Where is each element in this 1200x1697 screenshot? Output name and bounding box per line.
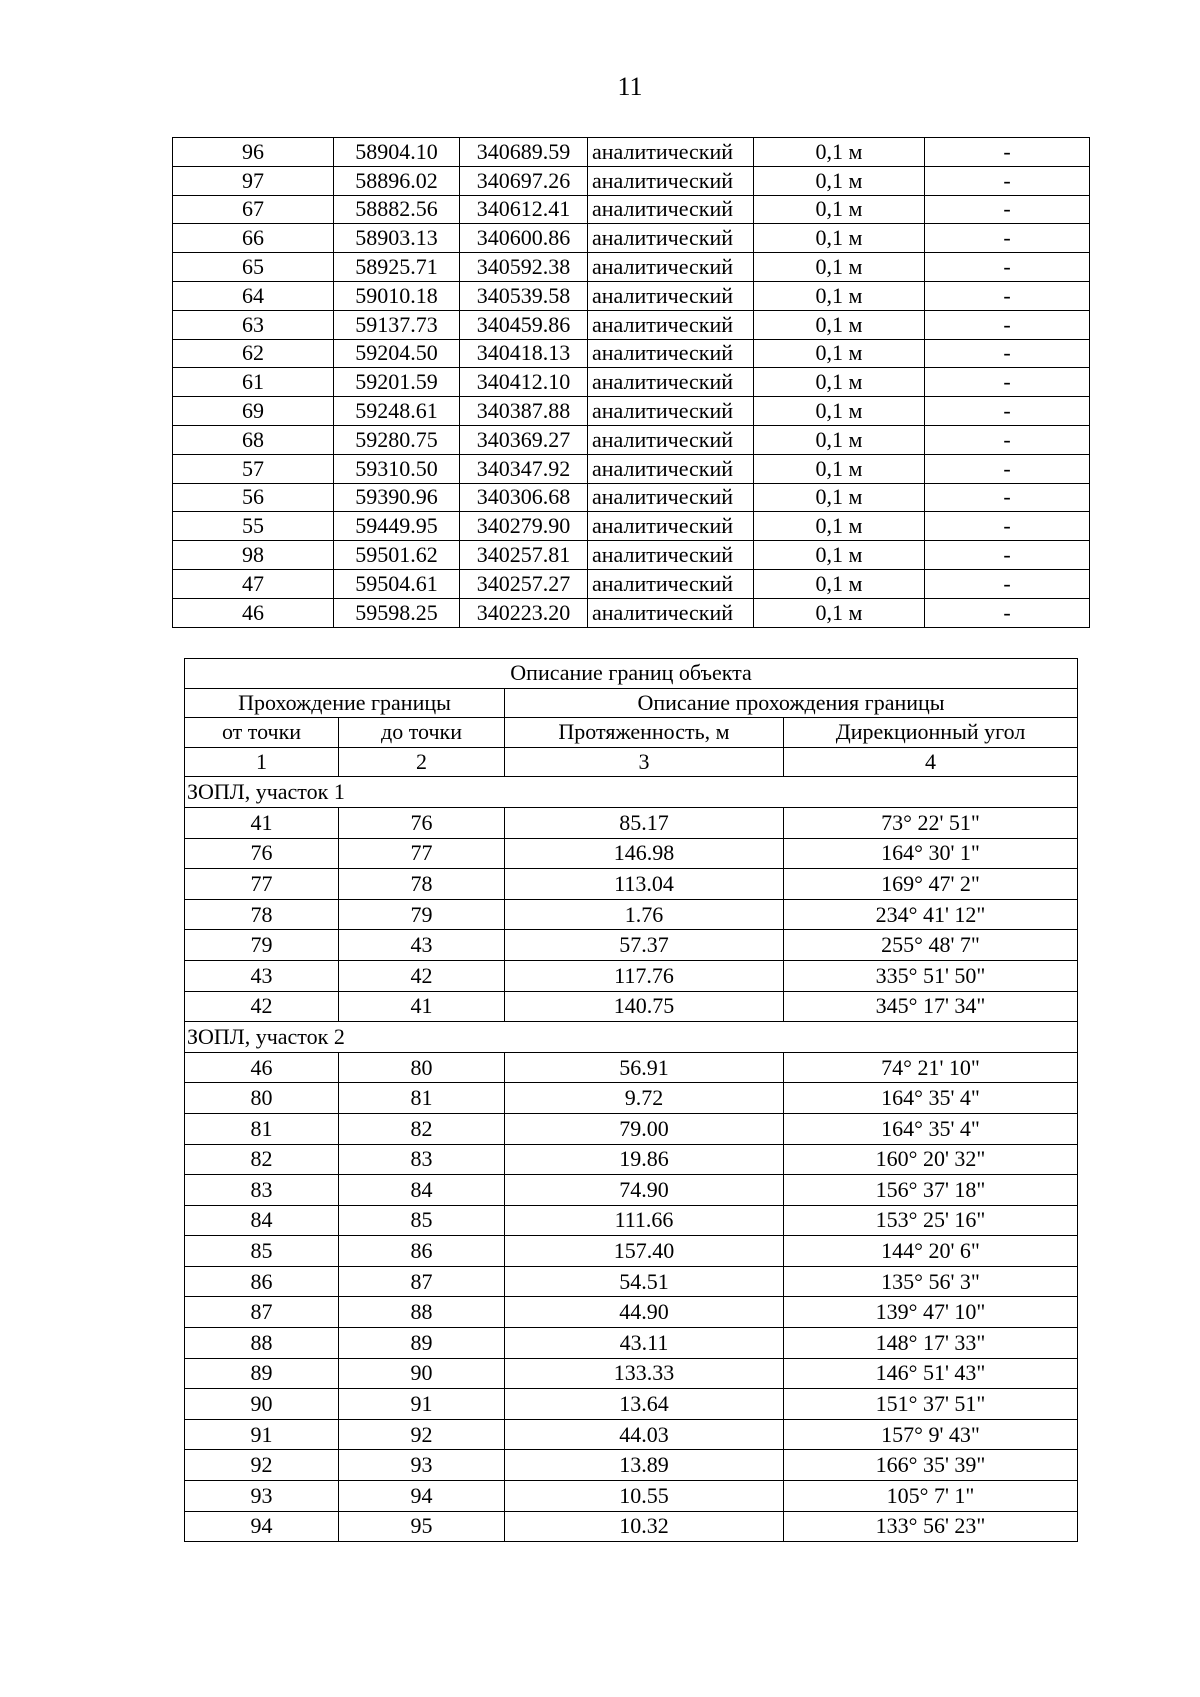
length-cell: 133.33	[505, 1358, 784, 1389]
accuracy-cell: 0,1 м	[754, 166, 925, 195]
accuracy-cell: 0,1 м	[754, 339, 925, 368]
to-point-cell: 85	[339, 1205, 505, 1236]
y-coordinate-cell: 340689.59	[460, 138, 588, 167]
bearing-cell: 157° 9' 43"	[784, 1419, 1078, 1450]
from-point-cell: 80	[185, 1083, 339, 1114]
y-coordinate-cell: 340347.92	[460, 454, 588, 483]
column-header-from: от точки	[185, 718, 339, 748]
x-coordinate-cell: 59449.95	[334, 512, 460, 541]
bearing-cell: 73° 22' 51"	[784, 807, 1078, 838]
table-row	[173, 368, 1090, 397]
length-cell: 140.75	[505, 991, 784, 1022]
note-cell: -	[925, 310, 1090, 339]
x-coordinate-cell: 58903.13	[334, 224, 460, 253]
column-header-angle: Дирекционный угол	[784, 718, 1078, 748]
table-row	[173, 224, 1090, 253]
length-cell: 79.00	[505, 1113, 784, 1144]
length-cell: 13.64	[505, 1389, 784, 1420]
method-cell: аналитический	[588, 483, 754, 512]
length-cell: 111.66	[505, 1205, 784, 1236]
from-point-cell: 42	[185, 991, 339, 1022]
table-row	[185, 1175, 1078, 1206]
y-coordinate-cell: 340387.88	[460, 397, 588, 426]
y-coordinate-cell: 340369.27	[460, 425, 588, 454]
table-row	[185, 899, 1078, 930]
bearing-cell: 153° 25' 16"	[784, 1205, 1078, 1236]
column-number: 2	[339, 747, 505, 777]
length-cell: 10.32	[505, 1511, 784, 1542]
length-cell: 113.04	[505, 869, 784, 900]
to-point-cell: 80	[339, 1052, 505, 1083]
table-row	[185, 1328, 1078, 1359]
length-cell: 57.37	[505, 930, 784, 961]
bearing-cell: 156° 37' 18"	[784, 1175, 1078, 1206]
bearing-cell: 335° 51' 50"	[784, 960, 1078, 991]
section-header-row	[185, 777, 1078, 808]
method-cell: аналитический	[588, 138, 754, 167]
accuracy-cell: 0,1 м	[754, 310, 925, 339]
note-cell: -	[925, 425, 1090, 454]
accuracy-cell: 0,1 м	[754, 512, 925, 541]
length-cell: 13.89	[505, 1450, 784, 1481]
length-cell: 19.86	[505, 1144, 784, 1175]
from-point-cell: 91	[185, 1419, 339, 1450]
from-point-cell: 46	[185, 1052, 339, 1083]
table-row	[185, 1052, 1078, 1083]
page-number: 11	[617, 72, 643, 101]
from-point-cell: 41	[185, 807, 339, 838]
column-number: 4	[784, 747, 1078, 777]
note-cell: -	[925, 598, 1090, 627]
table-row	[185, 1266, 1078, 1297]
to-point-cell: 78	[339, 869, 505, 900]
accuracy-cell: 0,1 м	[754, 425, 925, 454]
point-number-cell: 55	[173, 512, 334, 541]
from-point-cell: 77	[185, 869, 339, 900]
to-point-cell: 42	[339, 960, 505, 991]
group-header-row	[185, 688, 1078, 718]
method-cell: аналитический	[588, 569, 754, 598]
accuracy-cell: 0,1 м	[754, 138, 925, 167]
to-point-cell: 89	[339, 1328, 505, 1359]
to-point-cell: 92	[339, 1419, 505, 1450]
y-coordinate-cell: 340539.58	[460, 281, 588, 310]
x-coordinate-cell: 59248.61	[334, 397, 460, 426]
table-row	[185, 1113, 1078, 1144]
column-number: 1	[185, 747, 339, 777]
table-row	[185, 1083, 1078, 1114]
to-point-cell: 88	[339, 1297, 505, 1328]
bearing-cell: 169° 47' 2"	[784, 869, 1078, 900]
to-point-cell: 76	[339, 807, 505, 838]
table-title: Описание границ объекта	[185, 659, 1078, 689]
method-cell: аналитический	[588, 281, 754, 310]
y-coordinate-cell: 340612.41	[460, 195, 588, 224]
to-point-cell: 83	[339, 1144, 505, 1175]
column-header-row	[185, 718, 1078, 748]
table-row	[173, 454, 1090, 483]
length-cell: 146.98	[505, 838, 784, 869]
table-row	[185, 1144, 1078, 1175]
from-point-cell: 89	[185, 1358, 339, 1389]
x-coordinate-cell: 59504.61	[334, 569, 460, 598]
bearing-cell: 164° 35' 4"	[784, 1113, 1078, 1144]
bearing-cell: 139° 47' 10"	[784, 1297, 1078, 1328]
x-coordinate-cell: 59310.50	[334, 454, 460, 483]
length-cell: 1.76	[505, 899, 784, 930]
note-cell: -	[925, 483, 1090, 512]
table-row	[185, 1389, 1078, 1420]
to-point-cell: 41	[339, 991, 505, 1022]
bearing-cell: 105° 7' 1"	[784, 1481, 1078, 1512]
bearing-cell: 164° 35' 4"	[784, 1083, 1078, 1114]
y-coordinate-cell: 340412.10	[460, 368, 588, 397]
note-cell: -	[925, 569, 1090, 598]
to-point-cell: 81	[339, 1083, 505, 1114]
table-row	[173, 339, 1090, 368]
length-cell: 43.11	[505, 1328, 784, 1359]
to-point-cell: 86	[339, 1236, 505, 1267]
method-cell: аналитический	[588, 541, 754, 570]
from-point-cell: 92	[185, 1450, 339, 1481]
accuracy-cell: 0,1 м	[754, 541, 925, 570]
to-point-cell: 43	[339, 930, 505, 961]
length-cell: 54.51	[505, 1266, 784, 1297]
point-number-cell: 67	[173, 195, 334, 224]
table-row	[185, 1236, 1078, 1267]
point-number-cell: 96	[173, 138, 334, 167]
to-point-cell: 87	[339, 1266, 505, 1297]
table-title-row	[185, 659, 1078, 689]
point-number-cell: 47	[173, 569, 334, 598]
from-point-cell: 88	[185, 1328, 339, 1359]
y-coordinate-cell: 340592.38	[460, 253, 588, 282]
bearing-cell: 148° 17' 33"	[784, 1328, 1078, 1359]
method-cell: аналитический	[588, 166, 754, 195]
bearing-cell: 164° 30' 1"	[784, 838, 1078, 869]
length-cell: 44.90	[505, 1297, 784, 1328]
method-cell: аналитический	[588, 512, 754, 541]
table-row	[185, 1297, 1078, 1328]
accuracy-cell: 0,1 м	[754, 195, 925, 224]
point-number-cell: 65	[173, 253, 334, 282]
table-row	[173, 253, 1090, 282]
table-row	[173, 569, 1090, 598]
bearing-cell: 166° 35' 39"	[784, 1450, 1078, 1481]
bearing-cell: 345° 17' 34"	[784, 991, 1078, 1022]
x-coordinate-cell: 58882.56	[334, 195, 460, 224]
bearing-cell: 255° 48' 7"	[784, 930, 1078, 961]
x-coordinate-cell: 59010.18	[334, 281, 460, 310]
length-cell: 9.72	[505, 1083, 784, 1114]
to-point-cell: 90	[339, 1358, 505, 1389]
x-coordinate-cell: 59390.96	[334, 483, 460, 512]
note-cell: -	[925, 166, 1090, 195]
table-row	[173, 541, 1090, 570]
x-coordinate-cell: 59501.62	[334, 541, 460, 570]
method-cell: аналитический	[588, 310, 754, 339]
section-header-row	[185, 1022, 1078, 1053]
from-point-cell: 82	[185, 1144, 339, 1175]
method-cell: аналитический	[588, 598, 754, 627]
table-row	[185, 991, 1078, 1022]
table-row	[173, 425, 1090, 454]
from-point-cell: 76	[185, 838, 339, 869]
from-point-cell: 81	[185, 1113, 339, 1144]
table-row	[173, 138, 1090, 167]
to-point-cell: 93	[339, 1450, 505, 1481]
from-point-cell: 43	[185, 960, 339, 991]
bearing-cell: 146° 51' 43"	[784, 1358, 1078, 1389]
accuracy-cell: 0,1 м	[754, 598, 925, 627]
table-row	[185, 1481, 1078, 1512]
coordinates-table	[172, 137, 1090, 628]
note-cell: -	[925, 541, 1090, 570]
section-label: ЗОПЛ, участок 1	[185, 777, 1078, 808]
x-coordinate-cell: 59280.75	[334, 425, 460, 454]
from-point-cell: 78	[185, 899, 339, 930]
group-header-passage: Прохождение границы	[185, 688, 505, 718]
point-number-cell: 69	[173, 397, 334, 426]
bearing-cell: 135° 56' 3"	[784, 1266, 1078, 1297]
from-point-cell: 86	[185, 1266, 339, 1297]
table-row	[185, 930, 1078, 961]
y-coordinate-cell: 340600.86	[460, 224, 588, 253]
column-header-length: Протяженность, м	[505, 718, 784, 748]
column-number-row	[185, 747, 1078, 777]
length-cell: 56.91	[505, 1052, 784, 1083]
section-label: ЗОПЛ, участок 2	[185, 1022, 1078, 1053]
to-point-cell: 94	[339, 1481, 505, 1512]
note-cell: -	[925, 339, 1090, 368]
y-coordinate-cell: 340257.81	[460, 541, 588, 570]
table-row	[173, 166, 1090, 195]
note-cell: -	[925, 138, 1090, 167]
boundary-description-table	[184, 658, 1078, 1542]
note-cell: -	[925, 454, 1090, 483]
y-coordinate-cell: 340697.26	[460, 166, 588, 195]
from-point-cell: 84	[185, 1205, 339, 1236]
y-coordinate-cell: 340306.68	[460, 483, 588, 512]
accuracy-cell: 0,1 м	[754, 454, 925, 483]
to-point-cell: 84	[339, 1175, 505, 1206]
note-cell: -	[925, 368, 1090, 397]
table-row	[173, 195, 1090, 224]
to-point-cell: 95	[339, 1511, 505, 1542]
bearing-cell: 74° 21' 10"	[784, 1052, 1078, 1083]
point-number-cell: 66	[173, 224, 334, 253]
method-cell: аналитический	[588, 339, 754, 368]
length-cell: 10.55	[505, 1481, 784, 1512]
bearing-cell: 160° 20' 32"	[784, 1144, 1078, 1175]
point-number-cell: 68	[173, 425, 334, 454]
point-number-cell: 62	[173, 339, 334, 368]
x-coordinate-cell: 58904.10	[334, 138, 460, 167]
length-cell: 85.17	[505, 807, 784, 838]
accuracy-cell: 0,1 м	[754, 397, 925, 426]
length-cell: 157.40	[505, 1236, 784, 1267]
point-number-cell: 56	[173, 483, 334, 512]
point-number-cell: 98	[173, 541, 334, 570]
table-row	[185, 1511, 1078, 1542]
x-coordinate-cell: 59204.50	[334, 339, 460, 368]
method-cell: аналитический	[588, 425, 754, 454]
x-coordinate-cell: 59137.73	[334, 310, 460, 339]
accuracy-cell: 0,1 м	[754, 569, 925, 598]
length-cell: 44.03	[505, 1419, 784, 1450]
point-number-cell: 64	[173, 281, 334, 310]
y-coordinate-cell: 340459.86	[460, 310, 588, 339]
accuracy-cell: 0,1 м	[754, 253, 925, 282]
from-point-cell: 94	[185, 1511, 339, 1542]
table-row	[173, 281, 1090, 310]
group-header-description: Описание прохождения границы	[505, 688, 1078, 718]
point-number-cell: 57	[173, 454, 334, 483]
note-cell: -	[925, 195, 1090, 224]
bearing-cell: 151° 37' 51"	[784, 1389, 1078, 1420]
method-cell: аналитический	[588, 253, 754, 282]
y-coordinate-cell: 340279.90	[460, 512, 588, 541]
from-point-cell: 83	[185, 1175, 339, 1206]
column-header-to: до точки	[339, 718, 505, 748]
table-row	[173, 512, 1090, 541]
length-cell: 74.90	[505, 1175, 784, 1206]
accuracy-cell: 0,1 м	[754, 368, 925, 397]
bearing-cell: 133° 56' 23"	[784, 1511, 1078, 1542]
table-row	[185, 1205, 1078, 1236]
column-number: 3	[505, 747, 784, 777]
point-number-cell: 97	[173, 166, 334, 195]
length-cell: 117.76	[505, 960, 784, 991]
table-row	[173, 598, 1090, 627]
from-point-cell: 85	[185, 1236, 339, 1267]
method-cell: аналитический	[588, 195, 754, 224]
y-coordinate-cell: 340257.27	[460, 569, 588, 598]
note-cell: -	[925, 397, 1090, 426]
to-point-cell: 91	[339, 1389, 505, 1420]
table-row	[173, 397, 1090, 426]
from-point-cell: 87	[185, 1297, 339, 1328]
note-cell: -	[925, 224, 1090, 253]
method-cell: аналитический	[588, 368, 754, 397]
table-row	[185, 838, 1078, 869]
table-row	[185, 960, 1078, 991]
method-cell: аналитический	[588, 224, 754, 253]
to-point-cell: 82	[339, 1113, 505, 1144]
from-point-cell: 90	[185, 1389, 339, 1420]
table-row	[185, 807, 1078, 838]
from-point-cell: 79	[185, 930, 339, 961]
table-row	[185, 1450, 1078, 1481]
x-coordinate-cell: 59598.25	[334, 598, 460, 627]
x-coordinate-cell: 58896.02	[334, 166, 460, 195]
bearing-cell: 234° 41' 12"	[784, 899, 1078, 930]
accuracy-cell: 0,1 м	[754, 483, 925, 512]
table-row	[185, 1419, 1078, 1450]
point-number-cell: 63	[173, 310, 334, 339]
method-cell: аналитический	[588, 454, 754, 483]
accuracy-cell: 0,1 м	[754, 281, 925, 310]
table-row	[173, 483, 1090, 512]
note-cell: -	[925, 253, 1090, 282]
x-coordinate-cell: 58925.71	[334, 253, 460, 282]
note-cell: -	[925, 281, 1090, 310]
accuracy-cell: 0,1 м	[754, 224, 925, 253]
from-point-cell: 93	[185, 1481, 339, 1512]
bearing-cell: 144° 20' 6"	[784, 1236, 1078, 1267]
to-point-cell: 77	[339, 838, 505, 869]
table-row	[173, 310, 1090, 339]
note-cell: -	[925, 512, 1090, 541]
x-coordinate-cell: 59201.59	[334, 368, 460, 397]
y-coordinate-cell: 340223.20	[460, 598, 588, 627]
y-coordinate-cell: 340418.13	[460, 339, 588, 368]
point-number-cell: 46	[173, 598, 334, 627]
point-number-cell: 61	[173, 368, 334, 397]
to-point-cell: 79	[339, 899, 505, 930]
table-row	[185, 869, 1078, 900]
method-cell: аналитический	[588, 397, 754, 426]
table-row	[185, 1358, 1078, 1389]
